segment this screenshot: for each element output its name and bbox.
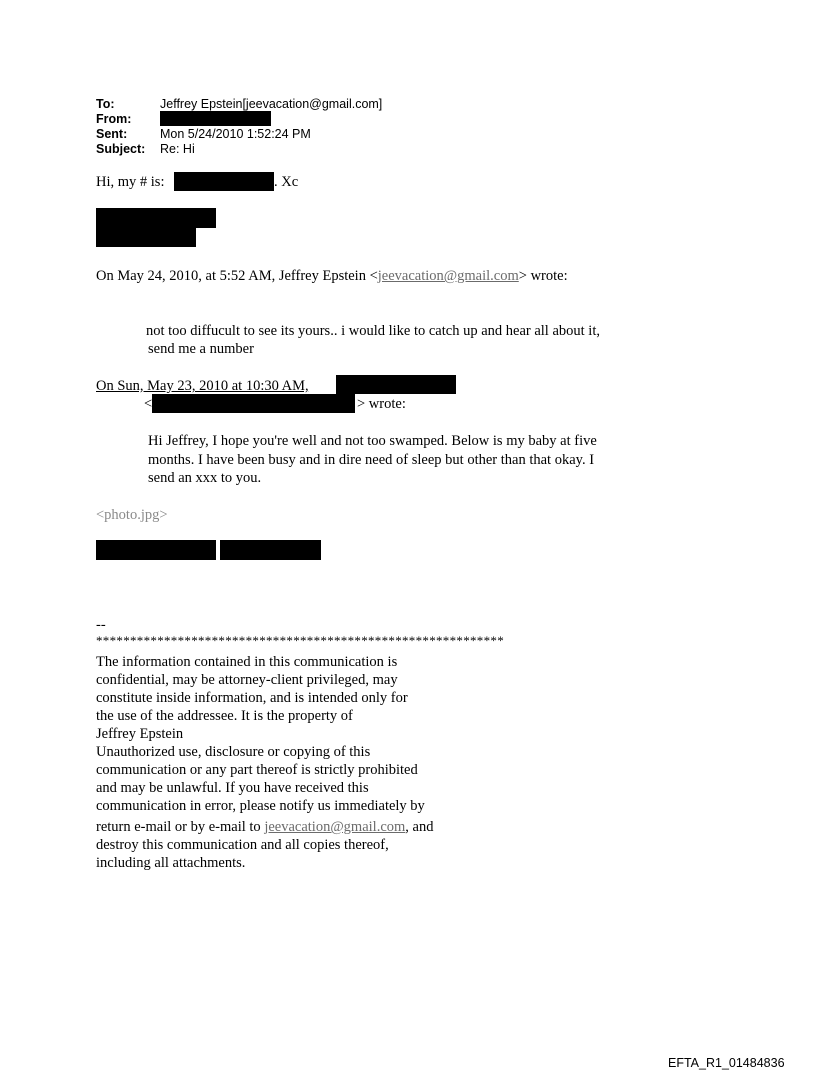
disclaimer-line-2: confidential, may be attorney-client privileged, may <box>96 672 398 688</box>
redaction-quote-sig-1 <box>96 540 216 560</box>
redaction-phone <box>174 172 274 191</box>
redaction-signature-2 <box>96 228 196 247</box>
disclaimer-line-10-prefix: return e-mail or by e-mail to <box>96 819 265 835</box>
greeting-suffix: . Xc <box>274 174 299 190</box>
disclaimer-line-10-suffix: , and <box>405 819 434 835</box>
quote2-header-line-1 <box>96 377 309 395</box>
quote2-header-line-2-suffix: > wrote: <box>357 396 406 412</box>
redaction-sender-name <box>336 375 456 394</box>
redaction-from <box>160 111 271 126</box>
disclaimer-line-9: communication in error, please notify us immediately by <box>96 798 425 814</box>
quote2-header-line-2-prefix: < <box>144 396 153 412</box>
quote1-header <box>96 267 568 285</box>
footer-stars: ************************************************************ <box>96 633 504 648</box>
disclaimer-line-6: Unauthorized use, disclosure or copying of this <box>96 744 371 760</box>
redaction-quote-sig-2 <box>220 540 321 560</box>
disclaimer-line-7: communication or any part thereof is strictly prohibited <box>96 762 418 778</box>
disclaimer-line-3: constitute inside information, and is intended only for <box>96 690 408 706</box>
disclaimer-line-10 <box>96 818 433 836</box>
quote1-line-2: send me a number <box>148 341 254 357</box>
document-id: EFTA_R1_01484836 <box>668 1056 785 1070</box>
attachment-placeholder[interactable]: <photo.jpg> <box>96 507 168 523</box>
subject-label: Subject: <box>96 142 146 156</box>
quote1-line-1: not too diffucult to see its yours.. i would like to catch up and hear all about it, <box>146 323 600 339</box>
quote1-email-link[interactable]: jeevacation@gmail.com <box>377 268 519 284</box>
disclaimer-line-1: The information contained in this communication is <box>96 654 398 670</box>
quote2-line-1: Hi Jeffrey, I hope you're well and not too swamped. Below is my baby at five <box>148 433 597 449</box>
subject-value: Re: Hi <box>160 142 195 156</box>
quote2-line-3: send an xxx to you. <box>148 470 262 486</box>
footer-dashes: -- <box>96 617 106 633</box>
disclaimer-line-4: the use of the addressee. It is the property of <box>96 708 353 724</box>
disclaimer-line-5: Jeffrey Epstein <box>96 726 184 742</box>
quote2-header-prefix: On Sun, May 23, 2010 at 10:30 AM, <box>96 378 309 394</box>
quote2-line-2: months. I have been busy and in dire need of sleep but other than that okay. I <box>148 452 595 468</box>
disclaimer-line-11: destroy this communication and all copies thereof, <box>96 837 389 853</box>
redaction-sender-email <box>152 394 355 413</box>
quote1-header-prefix: On May 24, 2010, at 5:52 AM, Jeffrey Epstein < <box>96 268 378 284</box>
quote1-header-suffix: > wrote: <box>518 268 568 284</box>
sent-label: Sent: <box>96 127 128 141</box>
disclaimer-email-link[interactable]: jeevacation@gmail.com <box>264 819 406 835</box>
to-label: To: <box>96 97 115 111</box>
greeting-prefix: Hi, my # is: <box>96 174 165 190</box>
to-value: Jeffrey Epstein[jeevacation@gmail.com] <box>160 97 383 111</box>
sent-value: Mon 5/24/2010 1:52:24 PM <box>160 127 311 141</box>
from-label: From: <box>96 112 132 126</box>
disclaimer-line-12: including all attachments. <box>96 855 246 871</box>
redaction-signature-1 <box>96 208 216 228</box>
disclaimer-line-8: and may be unlawful. If you have received this <box>96 780 369 796</box>
